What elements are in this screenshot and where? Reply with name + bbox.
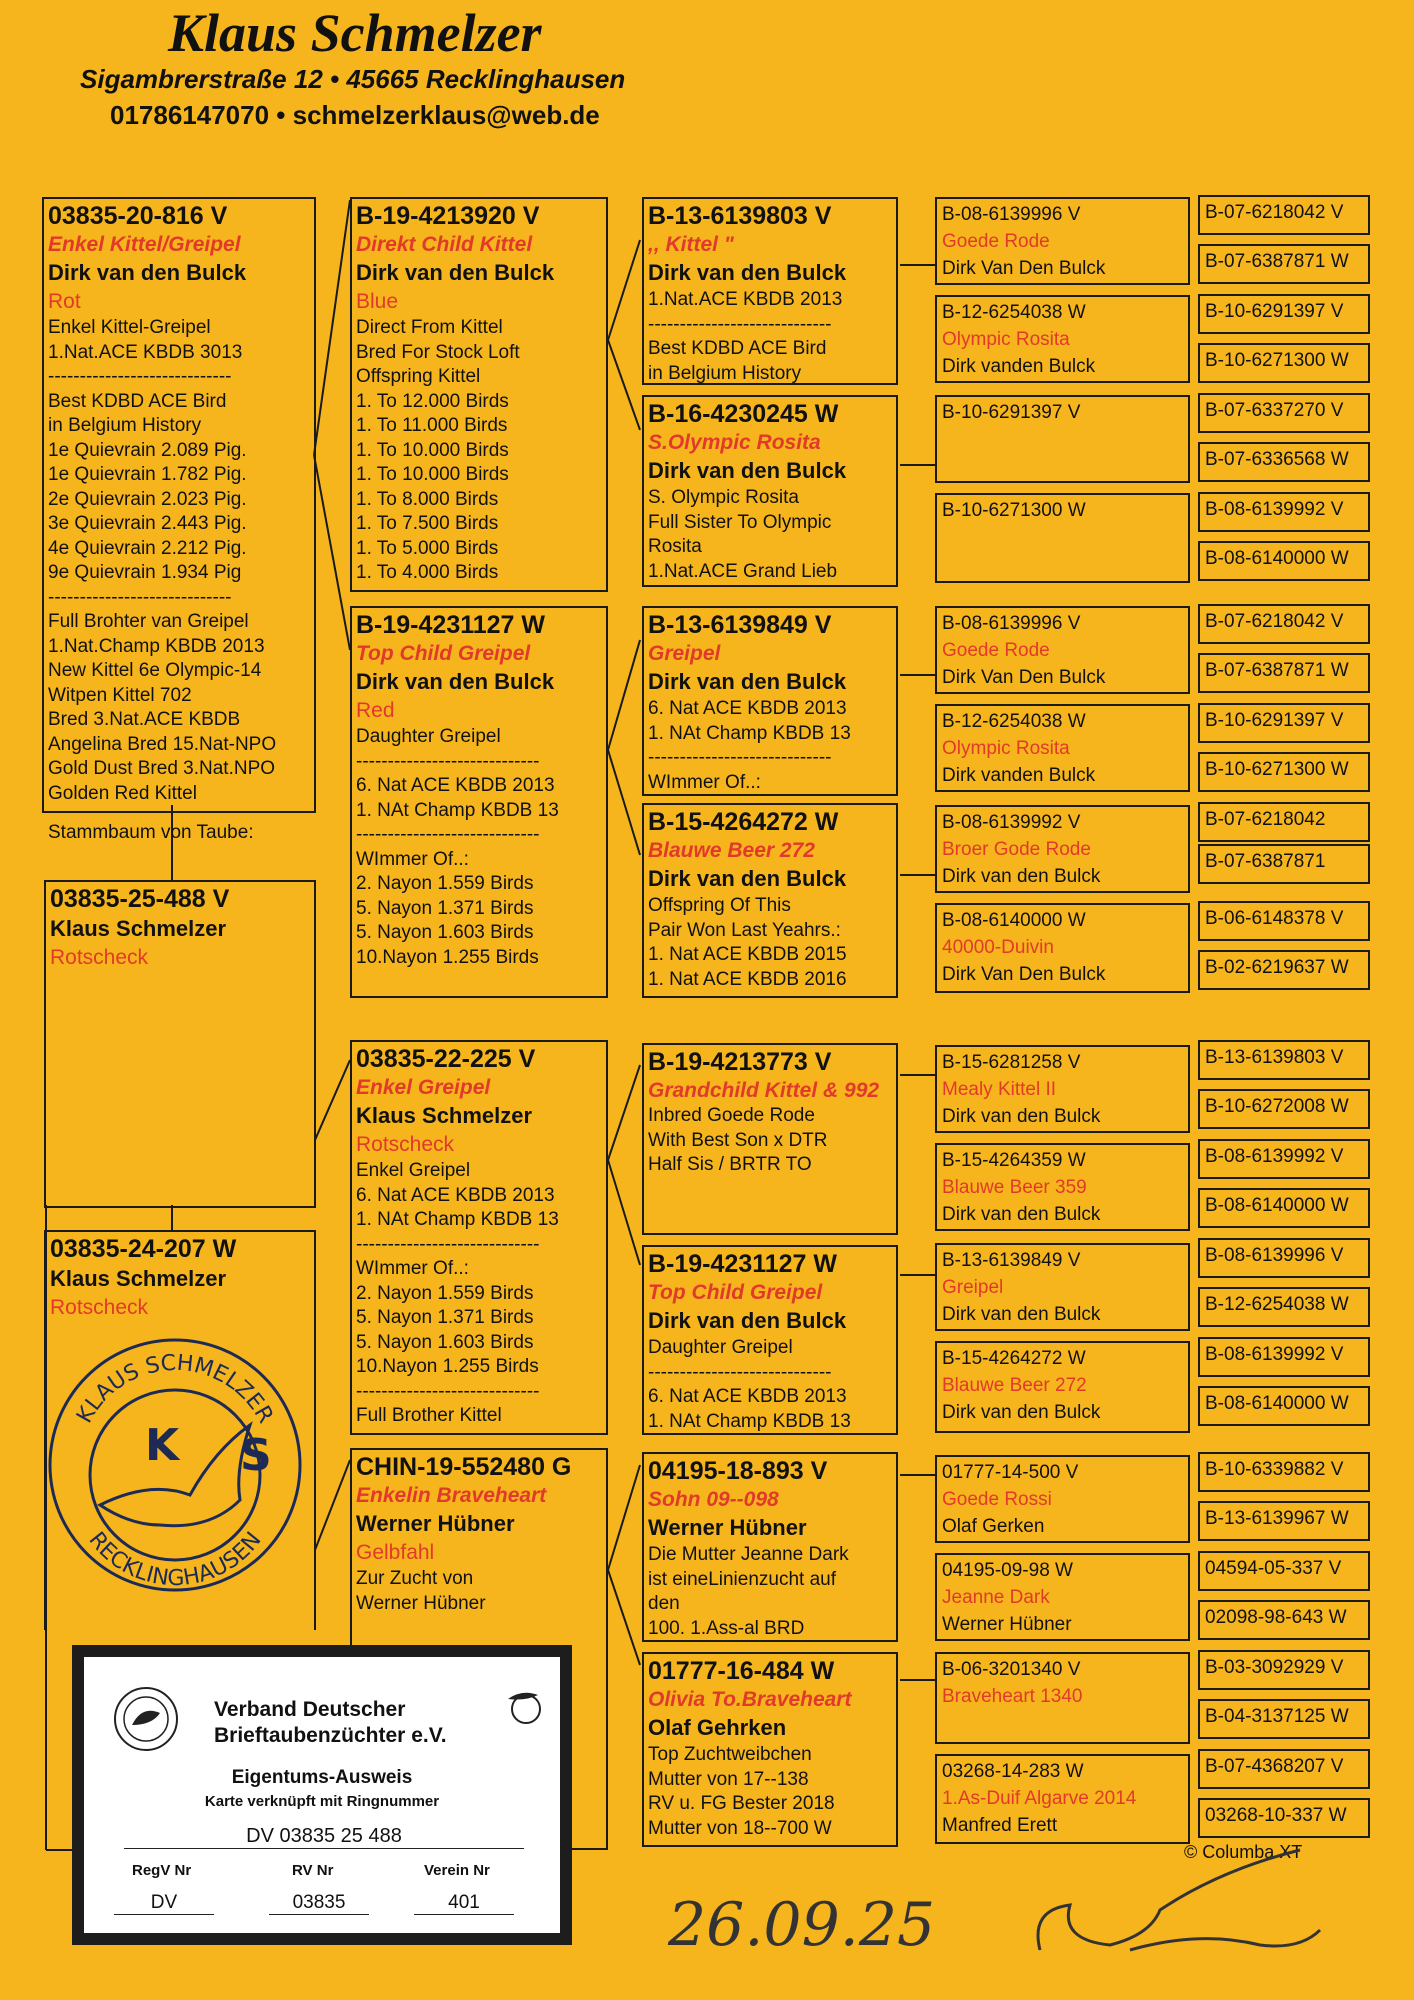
globe-pigeon-icon	[504, 1687, 548, 1727]
gen2-color: Red	[356, 699, 395, 722]
note-line: 1. To 10.000 Birds	[356, 439, 509, 461]
gen5-ring: B-07-6218042 V	[1198, 195, 1370, 235]
note-line: -----------------------------	[356, 1380, 540, 1402]
card-label-verein: Verein Nr	[424, 1862, 490, 1879]
note-line: 6. Nat ACE KBDB 2013	[648, 1386, 847, 1407]
breeder-address: Sigambrerstraße 12 • 45665 Recklinghausen	[80, 64, 626, 94]
note-line: Offspring Of This	[648, 895, 791, 916]
gen4-ring: B-15-6281258 V	[942, 1052, 1081, 1073]
note-line: Bred For Stock Loft	[356, 341, 520, 363]
gen2-nick: Top Child Greipel	[356, 642, 531, 665]
note-line: 5. Nayon 1.371 Birds	[356, 897, 534, 919]
note-line: 4e Quievrain 2.212 Pig.	[48, 537, 247, 559]
note-line: 1. Nat ACE KBDB 2016	[648, 968, 847, 990]
dv-logo-icon	[112, 1685, 180, 1753]
note-line: 1.Nat.Champ KBDB 2013	[48, 635, 265, 657]
gen5-ring: B-08-6139992 V	[1198, 492, 1370, 532]
note-line: 1. NAt Champ KBDB 13	[648, 1410, 851, 1432]
gen3-card	[642, 1043, 898, 1235]
card-value-regv: DV	[114, 1892, 214, 1915]
gen3-ring: B-16-4230245 W	[648, 400, 839, 428]
gen4-breeder: Dirk Van Den Bulck	[942, 667, 1106, 688]
note-line: Golden Red Kittel	[48, 782, 197, 804]
gen4-card	[935, 1455, 1190, 1543]
gen3-breeder: Olaf Gehrken	[648, 1715, 787, 1740]
gen4-nick: Goede Rode	[942, 640, 1050, 661]
note-line: ist eineLinienzucht auf	[648, 1568, 837, 1590]
note-line: RV u. FG Bester 2018	[648, 1793, 835, 1814]
gen4-card	[935, 197, 1190, 285]
gen2-ring: B-19-4213920 V	[356, 202, 540, 230]
note-line: Full Brother Kittel	[356, 1405, 502, 1426]
gen2-ring: B-19-4231127 W	[356, 611, 546, 639]
note-line: 1.Nat.ACE KBDB 2013	[648, 289, 843, 310]
gen4-ring: B-15-4264272 W	[942, 1348, 1086, 1369]
gen2-ring: CHIN-19-552480 G	[356, 1453, 572, 1481]
gen3-breeder: Dirk van den Bulck	[648, 866, 847, 891]
note-line: -----------------------------	[648, 313, 832, 335]
main-pigeon-ring: 03835-20-816 V	[48, 202, 228, 230]
note-line: -----------------------------	[648, 1361, 832, 1383]
note-line: -----------------------------	[48, 366, 232, 387]
note-line: 1. Nat ACE KBDB 2015	[648, 944, 847, 965]
note-line: 6. Nat ACE KBDB 2013	[356, 775, 555, 796]
note-line: Best KDBD ACE Bird	[48, 390, 227, 412]
note-line: 5. Nayon 1.603 Birds	[356, 1331, 534, 1353]
gen5-ring: B-08-6139996 V	[1198, 1238, 1370, 1278]
note-line: 2e Quievrain 2.023 Pig.	[48, 488, 247, 510]
gen5-ring: B-08-6140000 W	[1198, 1188, 1370, 1228]
note-line: 1. To 11.000 Birds	[356, 415, 508, 436]
note-line: Pair Won Last Yeahrs.:	[648, 919, 841, 941]
note-line: Daughter Greipel	[648, 1337, 793, 1358]
note-line: Inbred Goede Rode	[648, 1105, 815, 1126]
gen5-ring: B-07-4368207 V	[1198, 1749, 1370, 1789]
signature-date: 26.09.25	[668, 1890, 936, 1960]
stamp-letter-k: K	[145, 1420, 180, 1471]
note-line: Best KDBD ACE Bird	[648, 338, 827, 359]
gen4-breeder: Manfred Erett	[942, 1815, 1058, 1836]
gen4-ring: B-10-6271300 W	[942, 500, 1086, 521]
signature-scribble	[1000, 1840, 1330, 1970]
gen4-ring: B-08-6140000 W	[942, 910, 1086, 931]
note-line: 10.Nayon 1.255 Birds	[356, 946, 539, 968]
gen4-ring: B-13-6139849 V	[942, 1250, 1081, 1271]
gen3-ring: 01777-16-484 W	[648, 1657, 835, 1685]
card-label-regv: RegV Nr	[132, 1862, 192, 1879]
gen3-card	[642, 197, 898, 385]
gen3-nick: S.Olympic Rosita	[648, 431, 821, 454]
note-line: in Belgium History	[48, 415, 202, 436]
gen3-card	[642, 395, 898, 587]
stammbaum-label: Stammbaum von Taube:	[48, 822, 254, 843]
card-org-line1: Verband Deutscher	[214, 1698, 406, 1721]
note-line: 5. Nayon 1.603 Birds	[356, 922, 534, 943]
note-line: Zur Zucht von	[356, 1568, 474, 1589]
gen3-card	[642, 1452, 898, 1642]
note-line: den	[648, 1593, 680, 1614]
gen5-ring: B-03-3092929 V	[1198, 1650, 1370, 1690]
note-line: 3e Quievrain 2.443 Pig.	[48, 513, 247, 534]
gen4-ring: B-12-6254038 W	[942, 711, 1086, 732]
gen2-breeder: Dirk van den Bulck	[356, 260, 555, 285]
note-line: Rosita	[648, 536, 702, 557]
gen3-nick: Top Child Greipel	[648, 1281, 823, 1304]
gen3-nick: Sohn 09--098	[648, 1488, 779, 1511]
note-line: WImmer Of..:	[356, 1258, 469, 1279]
gen5-ring: B-08-6139992 V	[1198, 1337, 1370, 1377]
note-line: Angelina Bred 15.Nat-NPO	[48, 733, 277, 755]
gen5-ring: B-13-6139803 V	[1198, 1040, 1370, 1080]
gen3-nick: Grandchild Kittel & 992	[648, 1079, 880, 1102]
gen5-ring: B-08-6140000 W	[1198, 541, 1370, 581]
gen5-ring: B-07-6218042 V	[1198, 604, 1370, 644]
note-line: WImmer Of..:	[648, 771, 761, 793]
gen4-nick: 1.As-Duif Algarve 2014	[942, 1788, 1137, 1809]
gen4-breeder: Dirk van den Bulck	[942, 1204, 1101, 1225]
note-line: 1. To 12.000 Birds	[356, 390, 509, 412]
note-line: Werner Hübner	[356, 1592, 486, 1614]
gen4-breeder: Dirk van den Bulck	[942, 866, 1101, 887]
gen5-ring: B-07-6336568 W	[1198, 442, 1370, 482]
gen5-ring: 03268-10-337 W	[1198, 1798, 1370, 1838]
gen5-ring: 02098-98-643 W	[1198, 1600, 1370, 1640]
gen2-color: Gelbfahl	[356, 1541, 435, 1564]
note-line: S. Olympic Rosita	[648, 487, 799, 508]
note-line: 1. To 8.000 Birds	[356, 488, 499, 510]
note-line: Half Sis / BRTR TO	[648, 1154, 812, 1175]
gen4-breeder: Dirk Van Den Bulck	[942, 258, 1106, 279]
gen4-card	[935, 1341, 1190, 1433]
gen4-card	[935, 1553, 1190, 1641]
gen5-ring: B-08-6140000 W	[1198, 1386, 1370, 1426]
note-line: 1. To 4.000 Birds	[356, 562, 499, 583]
gen3-nick: Greipel	[648, 642, 721, 665]
gen4-breeder: Dirk van den Bulck	[942, 1304, 1101, 1325]
gen4-nick: Blauwe Beer 359	[942, 1177, 1087, 1198]
card-label-rv: RV Nr	[292, 1862, 334, 1879]
gen5-ring: B-06-6148378 V	[1198, 901, 1370, 941]
note-line: Witpen Kittel 702	[48, 684, 192, 706]
card-org-line2: Brieftaubenzüchter e.V.	[214, 1724, 447, 1747]
father-line-breeder: Klaus Schmelzer	[50, 916, 227, 941]
gen4-breeder: Werner Hübner	[942, 1614, 1072, 1635]
gen2-ring: 03835-22-225 V	[356, 1045, 536, 1073]
card-org-name	[214, 1697, 447, 1749]
breeder-contact: 01786147070 • schmelzerklaus@web.de	[110, 100, 600, 130]
gen5-ring: B-07-6387871 W	[1198, 244, 1370, 284]
main-pigeon-card	[42, 197, 316, 813]
card-ring-number: DV 03835 25 488	[124, 1825, 524, 1849]
note-line: -----------------------------	[648, 747, 832, 768]
gen2-breeder: Dirk van den Bulck	[356, 669, 555, 694]
gen5-ring: 04594-05-337 V	[1198, 1551, 1370, 1591]
gen4-nick: Mealy Kittel II	[942, 1079, 1057, 1100]
gen5-ring: B-07-6337270 V	[1198, 393, 1370, 433]
card-value-rv: 03835	[269, 1892, 369, 1915]
gen4-card	[935, 903, 1190, 993]
note-line: -----------------------------	[356, 1233, 540, 1255]
gen5-ring: B-10-6271300 W	[1198, 343, 1370, 383]
note-line: 1. To 10.000 Birds	[356, 464, 509, 485]
note-line: -----------------------------	[356, 750, 540, 772]
stamp-bottom-text: RECKLINGHAUSEN	[83, 1527, 267, 1592]
gen3-nick: ,, Kittel "	[648, 233, 734, 256]
note-line: Full Sister To Olympic	[648, 511, 832, 533]
gen3-nick: Olivia To.Braveheart	[648, 1688, 852, 1711]
note-line: Enkel Greipel	[356, 1160, 471, 1181]
gen4-breeder: Dirk van den Bulck	[942, 1402, 1101, 1423]
gen4-card	[935, 1243, 1190, 1331]
gen5-ring: B-04-3137125 W	[1198, 1699, 1370, 1739]
main-pigeon-color: Rot	[48, 290, 81, 313]
main-pigeon-nick: Enkel Kittel/Greipel	[48, 233, 241, 256]
gen5-ring: B-08-6139992 V	[1198, 1139, 1370, 1179]
main-pigeon-notes	[48, 316, 310, 806]
gen4-card	[935, 1652, 1190, 1744]
gen4-nick: Greipel	[942, 1277, 1004, 1298]
gen3-breeder: Dirk van den Bulck	[648, 260, 847, 285]
gen4-ring: 04195-09-98 W	[942, 1560, 1073, 1581]
note-line: 6. Nat ACE KBDB 2013	[356, 1184, 555, 1206]
gen4-nick: Broer Gode Rode	[942, 839, 1091, 860]
gen5-ring: B-07-6387871	[1198, 844, 1370, 884]
note-line: 1. To 5.000 Birds	[356, 537, 499, 559]
gen4-card	[935, 395, 1190, 483]
gen3-card	[642, 606, 898, 796]
note-line: 2. Nayon 1.559 Birds	[356, 873, 534, 894]
note-line: 100. 1.Ass-al BRD	[648, 1617, 805, 1639]
gen4-ring: B-10-6291397 V	[942, 402, 1081, 423]
gen5-ring: B-07-6218042	[1198, 802, 1370, 842]
gen3-ring: B-13-6139803 V	[648, 202, 832, 230]
gen3-card	[642, 1245, 898, 1435]
breeder-name: Klaus Schmelzer	[168, 3, 542, 63]
gen3-nick: Blauwe Beer 272	[648, 839, 815, 862]
gen4-breeder: Olaf Gerken	[942, 1516, 1045, 1537]
gen5-ring: B-10-6291397 V	[1198, 294, 1370, 334]
mother-line-color: Rotscheck	[50, 1296, 149, 1319]
note-line: -----------------------------	[356, 824, 540, 845]
note-line: 1. To 7.500 Birds	[356, 513, 499, 534]
gen4-card	[935, 1754, 1190, 1844]
note-line: 2. Nayon 1.559 Birds	[356, 1282, 534, 1304]
note-line: With Best Son x DTR	[648, 1129, 828, 1151]
gen3-breeder: Werner Hübner	[648, 1515, 807, 1540]
note-line: 1.Nat.ACE KBDB 3013	[48, 341, 243, 363]
gen4-nick: 40000-Duivin	[942, 937, 1054, 958]
note-line: 9e Quievrain 1.934 Pig	[48, 562, 242, 583]
gen2-color: Rotscheck	[356, 1133, 455, 1156]
note-line: New Kittel 6e Olympic-14	[48, 660, 262, 681]
note-line: 5. Nayon 1.371 Birds	[356, 1307, 534, 1328]
gen4-ring: B-08-6139996 V	[942, 613, 1081, 634]
gen2-breeder: Klaus Schmelzer	[356, 1103, 533, 1128]
gen4-card	[935, 606, 1190, 694]
stamp-top-text: KLAUS SCHMELZER	[72, 1350, 278, 1428]
note-line: Mutter von 17--138	[648, 1768, 809, 1790]
note-line: WImmer Of..:	[356, 848, 469, 870]
gen2-card	[350, 197, 608, 592]
gen3-card	[642, 1652, 898, 1847]
gen5-ring: B-10-6271300 W	[1198, 752, 1370, 792]
gen4-card	[935, 1143, 1190, 1231]
note-line: Full Brohter van Greipel	[48, 611, 249, 632]
gen4-nick: Jeanne Dark	[942, 1587, 1050, 1608]
card-title: Eigentums-Ausweis	[231, 1767, 413, 1788]
copyright-text: © Columba XT	[1184, 1842, 1303, 1862]
gen4-nick: Olympic Rosita	[942, 329, 1070, 350]
gen5-ring: B-10-6339882 V	[1198, 1452, 1370, 1492]
note-line: 1. NAt Champ KBDB 13	[648, 722, 851, 744]
note-line: 1. NAt Champ KBDB 13	[356, 799, 559, 821]
gen2-card	[350, 1040, 608, 1435]
gen4-breeder: Dirk vanden Bulck	[942, 356, 1096, 377]
gen5-ring: B-10-6272008 W	[1198, 1089, 1370, 1129]
gen2-nick: Direkt Child Kittel	[356, 233, 533, 256]
gen3-breeder: Dirk van den Bulck	[648, 669, 847, 694]
card-value-verein: 401	[414, 1892, 514, 1915]
note-line: in Belgium History	[648, 362, 802, 384]
card-subtitle: Karte verknüpft mit Ringnummer	[204, 1793, 440, 1810]
note-line: Mutter von 18--700 W	[648, 1817, 832, 1839]
mother-line-breeder: Klaus Schmelzer	[50, 1266, 227, 1291]
gen2-card	[350, 606, 608, 998]
gen4-breeder: Dirk Van Den Bulck	[942, 964, 1106, 985]
gen5-ring: B-13-6139967 W	[1198, 1501, 1370, 1541]
main-pigeon-breeder: Dirk van den Bulck	[48, 260, 247, 285]
gen3-ring: B-15-4264272 W	[648, 808, 839, 836]
gen3-breeder: Dirk van den Bulck	[648, 458, 847, 483]
note-line: 10.Nayon 1.255 Birds	[356, 1356, 539, 1377]
father-line-card	[44, 880, 316, 1208]
gen3-ring: 04195-18-893 V	[648, 1457, 828, 1485]
gen5-ring: B-12-6254038 W	[1198, 1287, 1370, 1327]
gen4-nick: Braveheart 1340	[942, 1686, 1083, 1707]
gen4-card	[935, 805, 1190, 893]
father-line-color: Rotscheck	[50, 946, 149, 969]
gen4-nick: Blauwe Beer 272	[942, 1375, 1087, 1396]
ownership-card-body	[84, 1657, 560, 1933]
note-line: 1e Quievrain 2.089 Pig.	[48, 439, 247, 461]
note-line: 6. Nat ACE KBDB 2013	[648, 698, 847, 719]
gen4-card	[935, 1045, 1190, 1133]
gen4-nick: Olympic Rosita	[942, 738, 1070, 759]
note-line: -----------------------------	[48, 586, 232, 608]
father-line-ring: 03835-25-488 V	[50, 885, 230, 913]
note-line: 1.Nat.ACE Grand Lieb	[648, 560, 838, 582]
gen4-card	[935, 295, 1190, 383]
gen4-nick: Goede Rode	[942, 231, 1050, 252]
note-line: Daughter Greipel	[356, 726, 501, 747]
stamp-letter-s: S	[240, 1430, 272, 1481]
gen3-ring: B-19-4231127 W	[648, 1250, 838, 1278]
breeder-stamp	[40, 1330, 310, 1600]
gen3-ring: B-19-4213773 V	[648, 1048, 832, 1076]
note-line: Enkel Kittel-Greipel	[48, 317, 211, 338]
note-line: Offspring Kittel	[356, 366, 481, 387]
gen5-ring: B-10-6291397 V	[1198, 703, 1370, 743]
gen4-ring: 01777-14-500 V	[942, 1462, 1079, 1483]
gen4-ring: 03268-14-283 W	[942, 1761, 1084, 1782]
gen4-breeder: Dirk van den Bulck	[942, 1106, 1101, 1127]
gen4-ring: B-08-6139992 V	[942, 812, 1081, 833]
note-line: 1. NAt Champ KBDB 13	[356, 1209, 559, 1230]
note-line: Top Zuchtweibchen	[648, 1744, 812, 1765]
note-line: Bred 3.Nat.ACE KBDB	[48, 709, 241, 730]
ownership-card	[72, 1645, 572, 1945]
gen3-card	[642, 803, 898, 998]
gen4-breeder: Dirk vanden Bulck	[942, 765, 1096, 786]
gen2-nick: Enkelin Braveheart	[356, 1484, 547, 1507]
mother-line-ring: 03835-24-207 W	[50, 1235, 237, 1263]
gen4-ring: B-08-6139996 V	[942, 204, 1081, 225]
gen4-nick: Goede Rossi	[942, 1489, 1052, 1510]
gen4-ring: B-15-4264359 W	[942, 1150, 1086, 1171]
note-line: Gold Dust Bred 3.Nat.NPO	[48, 758, 276, 779]
note-line: Die Mutter Jeanne Dark	[648, 1544, 849, 1565]
gen3-breeder: Dirk van den Bulck	[648, 1308, 847, 1333]
note-line: Direct From Kittel	[356, 317, 503, 338]
gen2-color: Blue	[356, 290, 399, 313]
gen4-card	[935, 704, 1190, 792]
gen2-nick: Enkel Greipel	[356, 1076, 491, 1099]
gen4-card	[935, 493, 1190, 583]
gen3-ring: B-13-6139849 V	[648, 611, 832, 639]
gen2-breeder: Werner Hübner	[356, 1511, 515, 1536]
gen4-ring: B-06-3201340 V	[942, 1659, 1081, 1680]
gen5-ring: B-02-6219637 W	[1198, 950, 1370, 990]
gen5-ring: B-07-6387871 W	[1198, 653, 1370, 693]
note-line: 1e Quievrain 1.782 Pig.	[48, 464, 247, 485]
gen4-ring: B-12-6254038 W	[942, 302, 1086, 323]
